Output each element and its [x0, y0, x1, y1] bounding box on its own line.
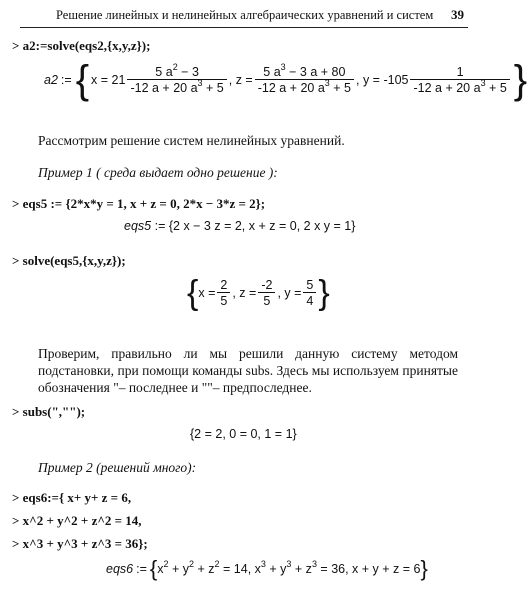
term-x3: = 14, x	[219, 562, 261, 576]
paragraph-subs-check: Проверим, правильно ли мы решили данную систему методом подстановки, при помощи команды subs. Здесь мы используем принятые обозначения "– последнее и ""– предпоследнее.	[38, 346, 458, 395]
command-eqs6-line1: > eqs6:={ x+ y+ z = 6,	[12, 490, 132, 505]
y-part: , y = -105	[356, 73, 409, 87]
running-header: Решение линейных и нелинейных алгебраических уравнений и систем	[56, 8, 434, 22]
command-solve-eqs2: > a2:=solve(eqs2,{x,y,z});	[12, 38, 151, 53]
term-z3: + z	[291, 562, 312, 576]
example-1-heading: Пример 1 ( среда выдает одно решение ):	[38, 165, 278, 180]
term-z2: + z	[194, 562, 215, 576]
frac2-den-exp: 3	[324, 77, 330, 88]
eqs5-lhs: eqs5	[124, 219, 152, 233]
frac2-num-tail: − 3 a + 80	[285, 64, 346, 79]
output-lhs: a2	[44, 73, 58, 87]
frac2-num: 5 a	[263, 64, 281, 79]
frac1-num-exp: 2	[172, 61, 178, 72]
fraction-1	[127, 61, 226, 96]
page-number: 39	[451, 7, 464, 22]
open-brace: {	[187, 274, 199, 312]
z-eq: , z =	[232, 286, 257, 300]
fraction-y	[303, 278, 316, 309]
frac1-den: -12 a + 20 a	[130, 80, 198, 95]
fy-num: 5	[303, 278, 316, 293]
example-2-heading: Пример 2 (решений много):	[38, 460, 197, 475]
fx-num: 2	[217, 278, 230, 293]
exp-3c: 3	[311, 559, 317, 569]
frac2-den-tail: + 5	[329, 80, 352, 95]
frac1-den-tail: + 5	[202, 80, 224, 95]
command-eqs5: > eqs5 := {2*x*y = 1, x + z = 0, 2*x − 3*z = 2};	[12, 196, 266, 211]
fraction-z	[258, 278, 275, 309]
frac3-den-tail: + 5	[485, 80, 507, 95]
frac1-num: 5 a	[155, 64, 173, 79]
exp-3b: 3	[286, 559, 292, 569]
fx-den: 5	[220, 293, 228, 308]
exp-2a: 2	[163, 559, 169, 569]
frac3-den: -12 a + 20 a	[413, 80, 481, 95]
paragraph-nonlinear-intro: Рассмотрим решение систем нелинейных уравнений.	[38, 133, 345, 148]
exp-3a: 3	[260, 559, 266, 569]
close-brace: }	[318, 274, 330, 312]
output-eqs5	[124, 219, 355, 233]
command-subs: > subs(","");	[12, 404, 86, 419]
x-part: x = 21	[91, 73, 126, 87]
fz-den: 5	[263, 293, 271, 308]
close-brace: }	[513, 58, 527, 102]
command-solve-eqs5: > solve(eqs5,{x,y,z});	[12, 253, 126, 268]
term-x2: x	[157, 562, 164, 576]
exp-2b: 2	[189, 559, 195, 569]
command-eqs6-line3: > x^3 + y^3 + z^3 = 36};	[12, 536, 148, 551]
frac2-den: -12 a + 20 a	[257, 80, 325, 95]
fraction-2	[255, 61, 354, 96]
frac1-num-tail: − 3	[177, 64, 199, 79]
z-part: , z =	[228, 73, 253, 87]
output-eqs6	[106, 558, 428, 580]
exp-2c: 2	[214, 559, 220, 569]
frac2-num-exp: 3	[280, 61, 286, 72]
output-a2	[44, 60, 527, 100]
command-eqs6-line2: > x^2 + y^2 + z^2 = 14,	[12, 513, 142, 528]
fraction-x	[217, 278, 230, 309]
fz-num: -2	[258, 278, 275, 293]
x-eq: x =	[198, 286, 216, 300]
close-brace: }	[420, 556, 428, 581]
term-sum: = 36, x + y + z = 6	[316, 562, 421, 576]
assign-sign: :=	[136, 562, 147, 576]
fraction-3	[410, 65, 509, 96]
term-y2: + y	[168, 562, 190, 576]
open-brace: {	[149, 556, 158, 581]
term-y3: + y	[265, 562, 287, 576]
frac3-den-exp: 3	[480, 77, 486, 88]
eqs5-rhs: := {2 x − 3 z = 2, x + z = 0, 2 x y = 1}	[154, 219, 356, 233]
y-eq: , y =	[277, 286, 302, 300]
eqs6-lhs: eqs6	[106, 562, 134, 576]
frac1-den-exp: 3	[197, 77, 203, 88]
output-subs: {2 = 2, 0 = 0, 1 = 1}	[190, 427, 297, 441]
header-rule	[20, 27, 468, 28]
open-brace: {	[75, 58, 90, 102]
output-solve-eqs5	[187, 276, 330, 310]
fy-den: 4	[306, 293, 314, 308]
assign-sign: :=	[60, 73, 72, 87]
frac3-num: 1	[456, 64, 464, 79]
